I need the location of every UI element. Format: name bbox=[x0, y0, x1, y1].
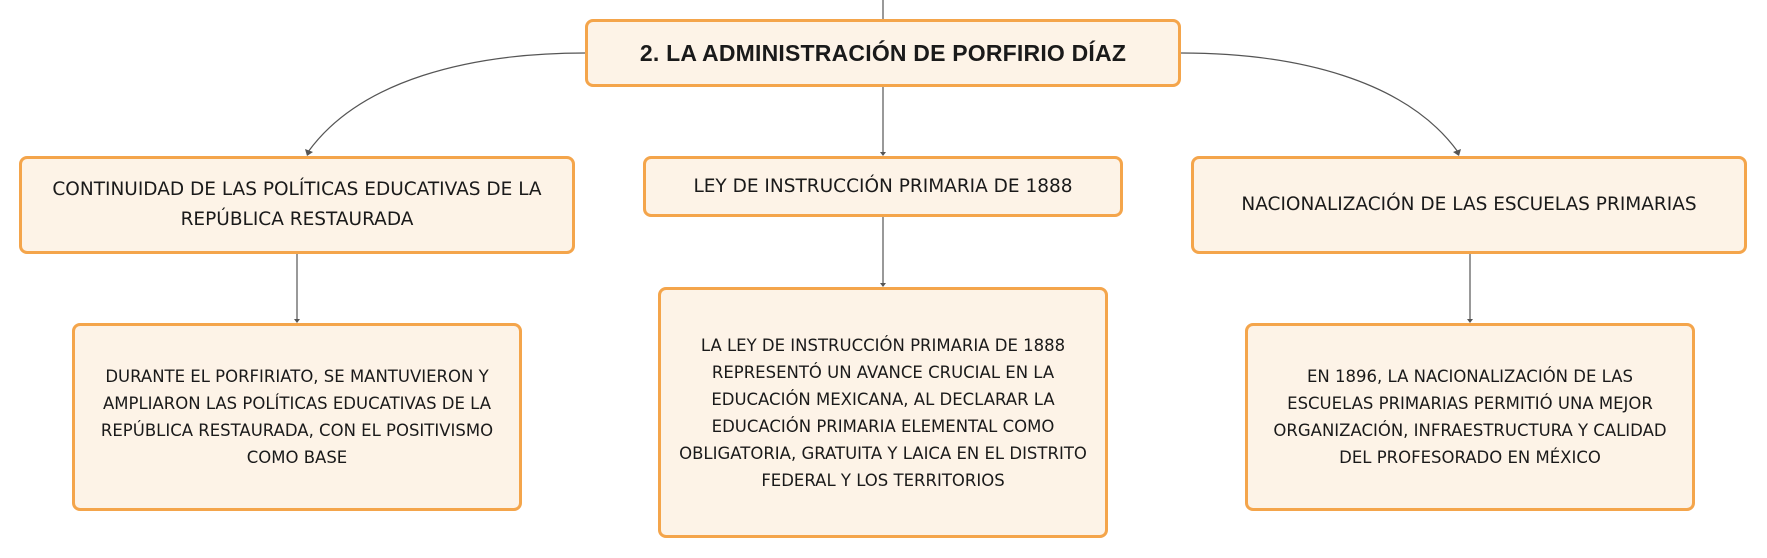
branch-label: NACIONALIZACIÓN DE LAS ESCUELAS PRIMARIAS bbox=[1241, 194, 1697, 215]
branch-node-continuidad[interactable] bbox=[19, 156, 575, 254]
branch-node-ley-1888[interactable] bbox=[643, 156, 1123, 217]
connector-root-to-branch-1 bbox=[308, 53, 585, 152]
detail-node-continuidad[interactable] bbox=[72, 323, 522, 511]
detail-node-nacionalizacion[interactable] bbox=[1245, 323, 1695, 511]
detail-node-ley-1888[interactable] bbox=[658, 287, 1108, 538]
root-node[interactable] bbox=[585, 19, 1181, 87]
detail-text: DURANTE EL PORFIRIATO, SE MANTUVIERON Y AMPLIARON LAS POLÍTICAS EDUCATIVAS DE LA REPÚBLICA RESTAURADA, CON EL POSITIVISMO COMO BASE bbox=[100, 367, 494, 467]
branch-label: LEY DE INSTRUCCIÓN PRIMARIA DE 1888 bbox=[693, 175, 1073, 197]
root-title: 2. LA ADMINISTRACIÓN DE PORFIRIO DÍAZ bbox=[639, 39, 1127, 66]
branch-label: CONTINUIDAD DE LAS POLÍTICAS EDUCATIVAS DE LA REPÚBLICA RESTAURADA bbox=[52, 179, 542, 230]
detail-text: LA LEY DE INSTRUCCIÓN PRIMARIA DE 1888 REPRESENTÓ UN AVANCE CRUCIAL EN LA EDUCACIÓN MEXICANA, AL DECLARAR LA EDUCACIÓN PRIMARIA ELEMENTAL COMO OBLIGATORIA, GRATUITA Y LAICA EN EL DISTRITO FEDERAL Y LOS TERRITORIOS bbox=[679, 335, 1087, 490]
detail-text: EN 1896, LA NACIONALIZACIÓN DE LAS ESCUELAS PRIMARIAS PERMITIÓ UNA MEJOR ORGANIZACIÓN, INFRAESTRUCTURA Y CALIDAD DEL PROFESORADO EN MÉXICO bbox=[1273, 367, 1667, 467]
connector-root-to-branch-3 bbox=[1181, 53, 1458, 152]
branch-node-nacionalizacion[interactable] bbox=[1191, 156, 1747, 254]
